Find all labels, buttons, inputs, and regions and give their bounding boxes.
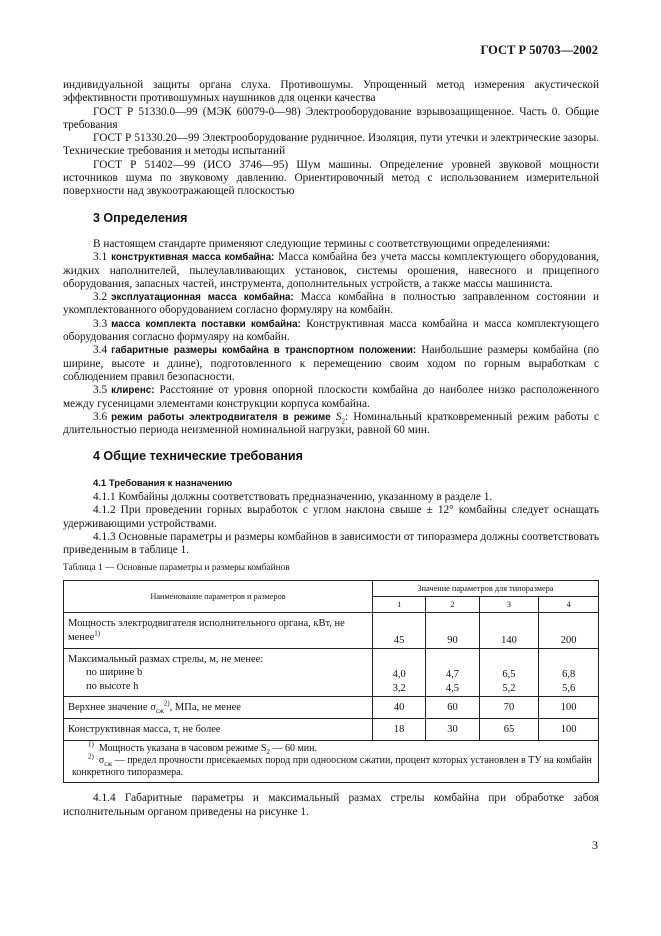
row-label: Верхнее значение $\sigma_{сж}^{2)}$, МПа, не менее [64,696,373,718]
definition-text: Расстояние от уровня опорной плоскости комбайна до наиболее низко расположенного между гусеницами элементами конструкции корпуса комбайна. [63,384,599,410]
definition-term: конструктивная масса комбайна: [111,252,275,264]
definition-text: Масса комбайна в полностью заправленном состоянии и укомплектованного оборудованием согласно формуляру на комбайн. [63,291,599,317]
parameters-table [63,580,599,784]
table-cell: 100 [539,719,599,741]
footnote-mark: 1) [94,629,101,638]
definition-3-3 [63,318,599,345]
definition-3-6 [63,411,599,438]
row-label: Конструктивная масса, т, не более [64,719,373,741]
header-size-4: 4 [539,597,599,613]
table-cell: 140 [479,613,539,649]
definition-3-1 [63,251,599,291]
definition-3-2 [63,291,599,318]
table-cell: 100 [539,696,599,718]
definition-term: эксплуатационная масса комбайна: [111,292,294,304]
table-cell: 200 [539,613,599,649]
definition-text: : Номинальный кратковременный режим работы с длительностью периода неизменной номинальной нагрузки, равной 60 мин. [63,410,599,437]
section-4-heading: 4 Общие технические требования [93,449,303,464]
definition-term: режим работы электродвигателя в режиме [111,411,331,423]
definition-number: 3.6 [93,410,108,423]
subsection-4-1-heading: 4.1 Требования к назначению [93,477,233,489]
definition-3-4 [63,344,599,384]
definition-term: масса комплекта поставки комбайна: [111,318,301,330]
table-cell: 6,8 5,6 [539,648,599,696]
table-cell: 18 [373,719,426,741]
table-row [64,719,599,741]
table-cell: 4,7 4,5 [426,648,479,696]
table-cell: 60 [426,696,479,718]
footnote-2: $^{2)}$ $\sigma_{сж}$ — предел прочности присекаемых пород при одноосном сжатии, процент которых установлен в ТУ на комбайн конкретного типоразмера. [72,753,592,779]
table-cell: 45 [373,613,426,649]
definition-text: Наибольшие размеры комбайна (по ширине, высоте и длине), подготовленного к перемещению своим ходом по горным выработкам с соблюдением правил безопасности. [63,344,600,383]
reference-item: ГОСТ Р 51330.20—99 Электрооборудование рудничное. Изоляция, пути утечки и электрические зазоры. Технические требования и методы испытаний [63,132,599,158]
definition-text: Масса комбайна без учета массы комплектующего оборудования, жидких наполнителей, пылеулавливающих установок, системы орошения, навесного и прицепного оборудования, запасных частей, инструмента, дополнительных устройств, а также массы машиниста. [63,251,599,290]
table-row [64,648,599,696]
table-header-row [64,580,599,596]
header-size-1: 1 [373,597,426,613]
table-row [64,696,599,718]
footnote-1: $^{1)}$ Мощность указана в часовом режиме $S_2$ — 60 мин. [88,741,317,757]
table-cell: 30 [426,719,479,741]
table-cell: 6,5 5,2 [479,648,539,696]
page-number: 3 [592,838,598,852]
clause-4-1-1: 4.1.1 Комбайны должны соответствовать предназначению, указанному в разделе 1. [93,491,493,504]
table-cell: 65 [479,719,539,741]
table-caption: Таблица 1 — Основные параметры и размеры комбайнов [63,562,290,573]
document-code: ГОСТ Р 50703—2002 [480,43,598,57]
definition-term: габаритные размеры комбайна в транспортном положении: [111,345,417,357]
definitions-intro: В настоящем стандарте применяют следующие термины с соответствующими определениями: [93,237,551,250]
reference-item: ГОСТ Р 51402—99 (ИСО 3746—95) Шум машины. Определение уровней звуковой мощности источников шума по звуковому давлению. Ориентировочный метод с использованием измерительной поверхности над звукоотражающей плоскостью [63,158,599,198]
definition-number: 3.2 [93,291,108,304]
definition-3-5 [63,384,599,411]
table-cell: 40 [373,696,426,718]
definition-number: 3.4 [93,344,108,357]
definition-number: 3.5 [93,384,108,397]
reference-item: ГОСТ Р 51330.0—99 (МЭК 60079-0—98) Электрооборудование взрывозащищенное. Часть 0. Общие требования [63,105,599,131]
table-footnotes-row [64,741,599,783]
row-label: Максимальный размах стрелы, м, не менее: по ширине b по высоте h [64,648,373,696]
definition-number: 3.1 [93,251,108,264]
header-size-values: Значение параметров для типоразмера [373,580,599,596]
mode-symbol: S [335,410,342,423]
reference-continuation: индивидуальной защиты органа слуха. Противошумы. Упрощенный метод измерения акустической эффективности противошумных наушников для оценки качества [63,79,599,105]
header-size-2: 2 [426,597,479,613]
row-label: Мощность электродвигателя исполнительного органа, кВт, не менее$^{1)}$ [64,613,373,649]
page-body [63,79,599,819]
clause-4-1-2: 4.1.2 При проведении горных выработок с углом наклона свыше ± 12° комбайны следует оснащать удерживающими устройствами. [63,504,599,530]
table-cell: 70 [479,696,539,718]
definition-number: 3.3 [93,317,108,330]
clause-4-1-3: 4.1.3 Основные параметры и размеры комбайнов в зависимости от типоразмера должны соответствовать приведенным в таблице 1. [63,530,599,557]
definition-text: Конструктивная масса комбайна и масса комплектующего оборудования согласно формуляру на комбайн. [63,317,600,344]
table-cell: 4,0 3,2 [373,648,426,696]
mode-subscript: 2 [341,417,346,426]
definition-term: клиренс: [111,385,155,397]
header-size-3: 3 [479,597,539,613]
table-footnotes [64,741,599,783]
clause-4-1-4: 4.1.4 Габаритные параметры и максимальный размах стрелы комбайна при обработке забоя исполнительным органом приведены на рисунке 1. [63,792,599,818]
header-parameter-name: Наименование параметров и размеров [64,580,373,613]
section-3-heading: 3 Определения [93,210,188,225]
table-row [64,613,599,649]
table-cell: 90 [426,613,479,649]
